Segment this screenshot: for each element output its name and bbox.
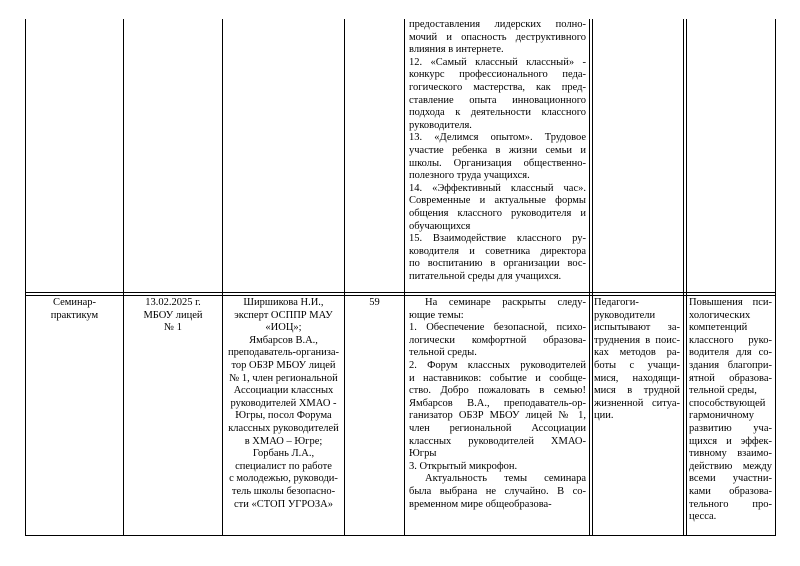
column-divider — [123, 19, 124, 535]
speaker-line: тор ОБЗР МБОУ лицей — [231, 359, 336, 371]
content-line: и наставников: событие и сообще- — [409, 372, 586, 384]
speaker-line: с молодежью, руководи- — [229, 473, 338, 485]
result-line: способствующей — [689, 397, 766, 409]
speaker-line: № 1, член региональной — [229, 372, 338, 384]
result-line: ками образова- — [689, 485, 772, 497]
place-line: МБОУ лицей — [143, 309, 203, 321]
column-divider — [589, 19, 590, 535]
content-line: мочий и опасность деструктивного — [409, 31, 586, 43]
place-line: № 1 — [164, 322, 182, 334]
content-line: классных руководителей ХМАО- — [409, 435, 586, 447]
date-line: 13.02.2025 г. — [145, 297, 201, 308]
speaker-line: эксперт ОСППР МАУ — [234, 309, 333, 321]
speakers-cell — [223, 297, 344, 511]
content-line: временном мире общеобразова- — [409, 498, 552, 510]
difficulty-line: испытывают за- — [594, 322, 680, 334]
result-line: щихся и эффек- — [689, 435, 772, 447]
content-line: ство. Добро пожаловать в семью! — [409, 385, 586, 397]
difficulty-line: мися, находящи- — [594, 372, 680, 384]
speaker-line: тель школы безопасно- — [231, 485, 336, 497]
content-line: 13. «Делимся опытом». Трудовое — [409, 132, 586, 144]
speaker-line: Ямбарсов В.А., — [249, 334, 318, 346]
speaker-line: руководителей ХМАО - — [230, 397, 337, 409]
result-line: водителя для со- — [689, 347, 772, 359]
result-line: классного руко- — [689, 334, 772, 346]
difficulty-line: руководители — [594, 309, 656, 321]
content-line: предоставления лидерских полно- — [409, 19, 586, 30]
content-line: Современные и актуальные формы — [409, 195, 586, 207]
content-line: логически комфортной образова- — [409, 334, 586, 346]
content-line: гогического мастерства, как пред- — [409, 81, 586, 93]
speaker-line: Ассоциации классных — [233, 385, 334, 397]
result-line: здания благопри- — [689, 359, 772, 371]
table-border-right — [775, 19, 776, 535]
speaker-line: классных руководителей — [228, 422, 339, 434]
difficulty-line: Педагоги- — [594, 297, 639, 308]
difficulties-cell — [594, 297, 680, 423]
participants-count-cell — [345, 297, 404, 310]
speaker-line: Ширшикова Н.И., — [243, 297, 324, 308]
difficulty-line: мися в трудной — [594, 385, 680, 397]
content-line: полезного труда учащихся. — [409, 170, 530, 182]
event-format-line: практикум — [50, 309, 99, 321]
table-border-bottom — [25, 535, 776, 536]
content-line: общения классного руководителя и — [409, 207, 586, 219]
difficulty-line: труднения в поис- — [594, 334, 680, 346]
result-line: компетенций — [689, 322, 748, 334]
content-line: руководителя. — [409, 119, 472, 131]
result-line: тельного про- — [689, 498, 772, 510]
column-divider — [344, 19, 345, 535]
speaker-line: специалист по работе — [235, 460, 332, 472]
speaker-line: сти «СТОП УГРОЗА» — [234, 498, 333, 510]
date-place-cell — [124, 297, 222, 335]
content-line: На семинаре раскрыты следу- — [425, 297, 586, 308]
content-line: Югры — [409, 448, 437, 460]
result-line: цесса. — [689, 511, 717, 523]
speaker-line: Югры, посол Форума — [235, 410, 332, 422]
result-cell — [689, 297, 772, 524]
content-line: ганизатор ОБЗР МБОУ лицей № 1, — [409, 410, 586, 422]
speaker-line: «ИОЦ»; — [265, 322, 302, 334]
content-line: по воспитанию в организации вос- — [409, 258, 586, 270]
content-line: ставление опыта инновационного — [409, 94, 586, 106]
content-line: питательной среды для учащихся. — [409, 270, 562, 282]
speaker-line: в ХМАО – Югре; — [244, 435, 323, 447]
result-line: действию между — [689, 460, 772, 472]
row-content-cell — [409, 297, 586, 511]
content-line: Ямбарсов В.А., преподаватель-ор- — [409, 397, 586, 409]
difficulty-line: боты с учащи- — [594, 359, 680, 371]
content-line: конкурс профессионального педа- — [409, 69, 586, 81]
content-line: участие ребенка в жизни семьи и — [409, 144, 586, 156]
content-line: тельной среды. — [409, 347, 477, 359]
content-line: ющие темы: — [409, 309, 464, 321]
participants-count: 59 — [369, 297, 380, 308]
difficulty-line: ции. — [594, 410, 614, 422]
content-line: 2. Форум классных руководителей — [409, 359, 586, 371]
result-line: тивному взаимо- — [689, 448, 772, 460]
result-line: Повышения пси- — [689, 297, 772, 308]
content-line: школы. Организация общественно- — [409, 157, 586, 169]
difficulty-line: жизненной ситуа- — [594, 397, 680, 409]
speaker-line: Горбань Л.А., — [252, 448, 315, 460]
result-line: гармоничному — [689, 410, 755, 422]
row-divider — [25, 292, 776, 293]
content-line: член региональной Ассоциации — [409, 422, 586, 434]
event-format-cell — [26, 297, 123, 322]
content-line: 14. «Эффективный классный час». — [409, 182, 586, 194]
column-divider — [683, 19, 684, 535]
content-line: ководителя и советника директора — [409, 245, 586, 257]
result-line: ятной образова- — [689, 372, 772, 384]
result-line: тельной среды, — [689, 385, 757, 397]
table-border-left — [25, 19, 26, 535]
result-line: развитию уча- — [689, 422, 772, 434]
content-line: 15. Взаимодействие классного ру- — [409, 233, 586, 245]
result-line: всеми участни- — [689, 473, 772, 485]
column-divider — [404, 19, 405, 535]
content-line: Актуальность темы семинара — [425, 473, 586, 485]
speaker-line: преподаватель-организа- — [227, 347, 340, 359]
content-line: 1. Обеспечение безопасной, психо- — [409, 322, 586, 334]
content-line: подхода к деятельности классного — [409, 107, 586, 119]
difficulty-line: ках методов ра- — [594, 347, 680, 359]
column-divider — [592, 19, 593, 535]
row-divider — [25, 295, 776, 296]
event-format-line: Семинар- — [52, 297, 97, 308]
result-line: хологических — [689, 309, 751, 321]
content-line: 12. «Самый классный классный» - — [409, 56, 586, 68]
content-line: была выбрана не случайно. В со- — [409, 485, 586, 497]
content-line: обучающихся — [409, 220, 471, 232]
content-line: 3. Открытый микрофон. — [409, 460, 518, 472]
content-line: влияния в интернете. — [409, 44, 504, 56]
column-divider — [686, 19, 687, 535]
top-row-content-cell — [409, 19, 586, 283]
